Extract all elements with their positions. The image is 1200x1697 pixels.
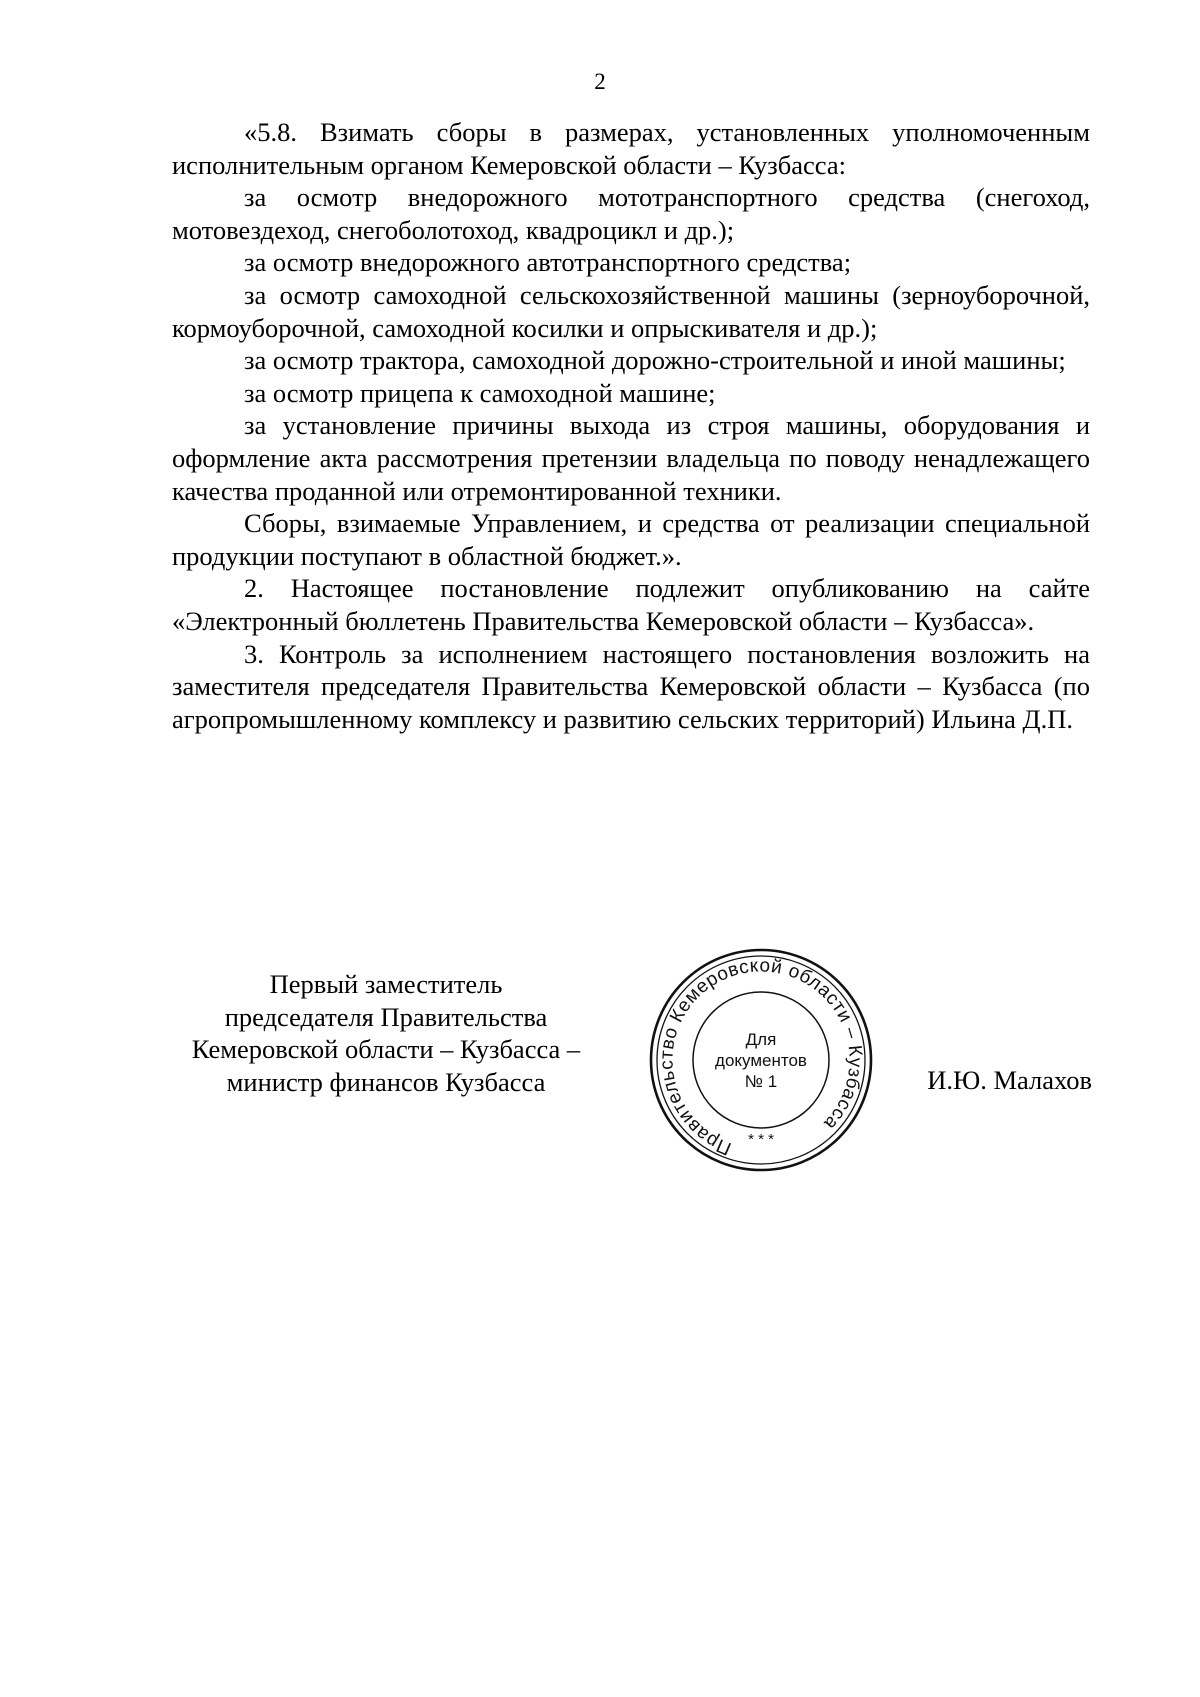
paragraph-fee-failure-cause: за установление причины выхода из строя машины, оборудования и оформление акта рассмотрения претензии владельца по поводу ненадлежащего качества проданной или отремонтированной техники.	[172, 410, 1090, 506]
paragraph-fee-offroad-moto: за осмотр внедорожного мототранспортного средства (снегоход, мотовездеход, снегоболотоход, квадроцикл и др.);	[172, 182, 1090, 245]
seal-center-line: № 1	[744, 1072, 778, 1091]
seal-center-line: документов	[715, 1051, 807, 1070]
paragraph-fee-tractor: за осмотр трактора, самоходной дорожно-строительной и иной машины;	[244, 345, 1066, 376]
document-body	[172, 116, 1090, 735]
official-seal	[646, 945, 876, 1175]
paragraph-fees-budget: Сборы, взимаемые Управлением, и средства от реализации специальной продукции поступают в областной бюджет.».	[172, 508, 1090, 571]
paragraph-fee-trailer: за осмотр прицепа к самоходной машине;	[244, 377, 716, 408]
seal-ring-text: Правительство Кемеровской области – Кузбасса	[656, 955, 866, 1159]
paragraph-item-3-control: 3. Контроль за исполнением настоящего постановления возложить на заместителя председателя Правительства Кемеровской области – Кузбасса (по агропромышленному комплексу и развитию сельских территорий) Ильина Д.П.	[172, 638, 1090, 734]
signatory-title-line: министр финансов Кузбасса	[226, 1066, 546, 1097]
signatory-title-line: Первый заместитель	[269, 969, 503, 999]
signatory-name: И.Ю. Малахов	[927, 1065, 1092, 1095]
signatory-title-line: Кемеровской области – Кузбасса –	[191, 1034, 581, 1065]
paragraph-fee-offroad-auto: за осмотр внедорожного автотранспортного средства;	[244, 247, 852, 278]
paragraph-fee-agri-machine: за осмотр самоходной сельскохозяйственной машины (зерноуборочной, кормоуборочной, самоходной косилки и опрыскивателя и др.);	[172, 279, 1090, 343]
paragraph-item-2-publication: 2. Настоящее постановление подлежит опубликованию на сайте «Электронный бюллетень Правительства Кемеровской области – Кузбасса».	[172, 573, 1090, 636]
seal-center-line: Для	[745, 1030, 777, 1049]
paragraph-5-8-intro: «5.8. Взимать сборы в размерах, установленных уполномоченным исполнительным органом Кемеровской области – Кузбасса:	[172, 117, 1090, 180]
seal-center-text	[646, 1029, 876, 1092]
seal-stars: * * *	[748, 1131, 774, 1148]
signatory-title	[160, 968, 612, 1098]
signatory-title-line: председателя Правительства	[224, 1001, 548, 1032]
page-number: 2	[594, 69, 606, 94]
